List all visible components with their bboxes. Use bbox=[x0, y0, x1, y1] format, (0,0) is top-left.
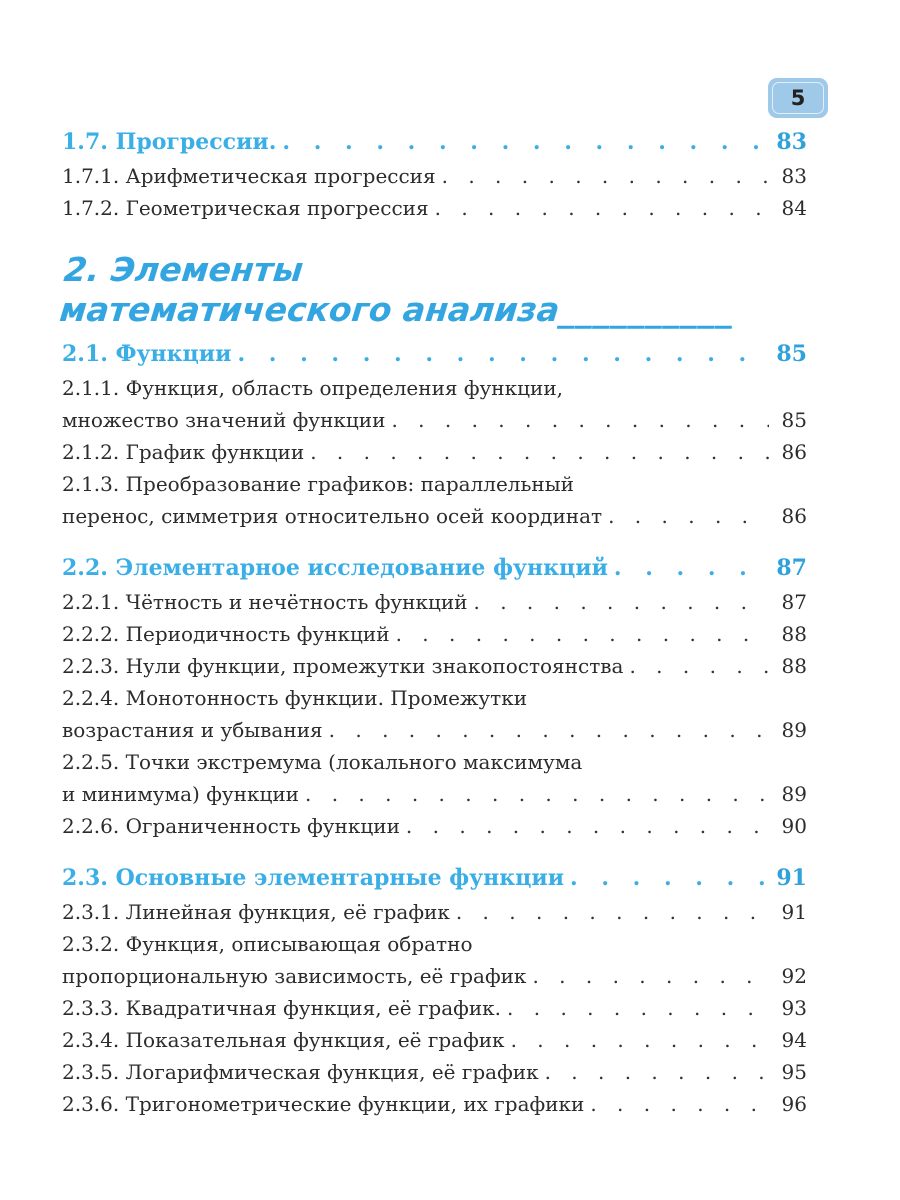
chapter-title-line-2: математического анализа bbox=[57, 290, 562, 329]
dot-leader bbox=[299, 778, 769, 810]
toc-entry-2-1-2[interactable] bbox=[62, 436, 807, 468]
toc-title: 2.1.2. График функции bbox=[62, 440, 305, 464]
toc-title: 2.2.2. Периодичность функций bbox=[62, 622, 390, 646]
dot-leader bbox=[400, 810, 769, 842]
dot-leader bbox=[390, 618, 769, 650]
toc-title: множество значений функции bbox=[62, 408, 386, 432]
toc-page: 93 bbox=[781, 996, 807, 1020]
toc-section-2-2[interactable] bbox=[62, 550, 807, 586]
toc-entry-2-1-3[interactable] bbox=[62, 500, 807, 532]
dot-leader bbox=[501, 992, 769, 1024]
dot-leader bbox=[304, 436, 769, 468]
toc-section-1-7[interactable] bbox=[62, 124, 807, 160]
toc-section-2-3[interactable] bbox=[62, 860, 807, 896]
dot-leader bbox=[608, 550, 768, 586]
toc-page: 91 bbox=[781, 900, 807, 924]
toc-entry-2-1-3-line1[interactable]: 2.1.3. Преобразование графиков: параллельный bbox=[62, 472, 574, 496]
toc-entry-2-2-2[interactable] bbox=[62, 618, 807, 650]
page-number-badge bbox=[768, 78, 828, 118]
toc-main-block bbox=[62, 336, 807, 1120]
toc-page: 89 bbox=[781, 782, 807, 806]
toc-title: перенос, симметрия относительно осей координат bbox=[62, 504, 603, 528]
toc-title: 2.1. Функции bbox=[62, 341, 232, 367]
toc-title: возрастания и убывания bbox=[62, 718, 323, 742]
dot-leader bbox=[323, 714, 769, 746]
toc-entry-2-3-6[interactable] bbox=[62, 1088, 807, 1120]
toc-entry-2-1-1[interactable] bbox=[62, 404, 807, 436]
toc-page: 83 bbox=[781, 164, 807, 188]
toc-title: 2.2.1. Чётность и нечётность функций bbox=[62, 590, 468, 614]
toc-entry-2-3-4[interactable] bbox=[62, 1024, 807, 1056]
toc-entry-2-2-5[interactable] bbox=[62, 778, 807, 810]
toc-page: 88 bbox=[781, 622, 807, 646]
toc-title: 2.3.5. Логарифмическая функция, её график bbox=[62, 1060, 539, 1084]
dot-leader bbox=[505, 1024, 769, 1056]
toc-page: 84 bbox=[781, 196, 807, 220]
toc-page: 96 bbox=[781, 1092, 807, 1116]
toc-page: 89 bbox=[781, 718, 807, 742]
dot-leader bbox=[231, 336, 768, 372]
dot-leader bbox=[602, 500, 769, 532]
toc-entry-2-2-4[interactable] bbox=[62, 714, 807, 746]
chapter-underline: __________ bbox=[557, 290, 737, 329]
toc-entry-2-2-4-line1[interactable]: 2.2.4. Монотонность функции. Промежутки bbox=[62, 686, 528, 710]
toc-entry-2-1-1-line1[interactable]: 2.1.1. Функция, область определения функции, bbox=[62, 376, 564, 400]
toc-page: 92 bbox=[781, 964, 807, 988]
dot-leader bbox=[429, 192, 769, 224]
dot-leader bbox=[564, 860, 768, 896]
dot-leader bbox=[526, 960, 769, 992]
toc-title: 2.3.3. Квадратичная функция, её график. bbox=[62, 996, 502, 1020]
toc-page: 95 bbox=[781, 1060, 807, 1084]
dot-leader bbox=[623, 650, 769, 682]
toc-title: 2.3.6. Тригонометрические функции, их графики bbox=[62, 1092, 585, 1116]
toc-entry-2-3-1[interactable] bbox=[62, 896, 807, 928]
toc-entry-2-2-3[interactable] bbox=[62, 650, 807, 682]
toc-page: 91 bbox=[776, 865, 807, 891]
dot-leader bbox=[539, 1056, 769, 1088]
toc-entry-2-3-3[interactable] bbox=[62, 992, 807, 1024]
toc-entry-2-2-5-line1[interactable]: 2.2.5. Точки экстремума (локального максимума bbox=[62, 750, 583, 774]
toc-title: 1.7. Прогрессии. bbox=[62, 129, 277, 155]
toc-page: 83 bbox=[776, 129, 807, 155]
chapter-heading bbox=[58, 250, 741, 330]
toc-entry-2-2-6[interactable] bbox=[62, 810, 807, 842]
dot-leader bbox=[467, 586, 769, 618]
dot-leader bbox=[385, 404, 769, 436]
toc-entry-2-3-2[interactable] bbox=[62, 960, 807, 992]
page-number: 5 bbox=[790, 86, 806, 110]
toc-page: 90 bbox=[781, 814, 807, 838]
toc-page: 85 bbox=[776, 341, 807, 367]
toc-title: пропорциональную зависимость, её график bbox=[62, 964, 527, 988]
toc-entry-2-2-1[interactable] bbox=[62, 586, 807, 618]
toc-entry-2-3-5[interactable] bbox=[62, 1056, 807, 1088]
dot-leader bbox=[436, 160, 769, 192]
toc-page: 94 bbox=[781, 1028, 807, 1052]
toc-entry-2-3-2-line1[interactable]: 2.3.2. Функция, описывающая обратно bbox=[62, 932, 473, 956]
toc-title: 2.3.4. Показательная функция, её график bbox=[62, 1028, 505, 1052]
toc-title: 2.2. Элементарное исследование функций bbox=[62, 555, 608, 581]
dot-leader bbox=[450, 896, 769, 928]
dot-leader bbox=[584, 1088, 769, 1120]
chapter-title-line-1: 2. Элементы bbox=[62, 250, 306, 289]
toc-top-block bbox=[62, 124, 807, 224]
toc-section-2-1[interactable] bbox=[62, 336, 807, 372]
toc-title: 1.7.2. Геометрическая прогрессия bbox=[62, 196, 429, 220]
toc-page: 85 bbox=[781, 408, 807, 432]
toc-title: 2.3.1. Линейная функция, её график bbox=[62, 900, 450, 924]
toc-title: и минимума) функции bbox=[62, 782, 299, 806]
dot-leader bbox=[276, 124, 768, 160]
toc-entry-1-7-2[interactable] bbox=[62, 192, 807, 224]
toc-page: 87 bbox=[776, 555, 807, 581]
toc-title: 2.2.3. Нули функции, промежутки знакопостоянства bbox=[62, 654, 624, 678]
toc-page: 87 bbox=[781, 590, 807, 614]
toc-page: 86 bbox=[781, 440, 807, 464]
toc-title: 2.3. Основные элементарные функции bbox=[62, 865, 565, 891]
toc-entry-1-7-1[interactable] bbox=[62, 160, 807, 192]
toc-title: 1.7.1. Арифметическая прогрессия bbox=[62, 164, 436, 188]
toc-title: 2.2.6. Ограниченность функции bbox=[62, 814, 400, 838]
toc-page: 88 bbox=[781, 654, 807, 678]
toc-page: 86 bbox=[781, 504, 807, 528]
